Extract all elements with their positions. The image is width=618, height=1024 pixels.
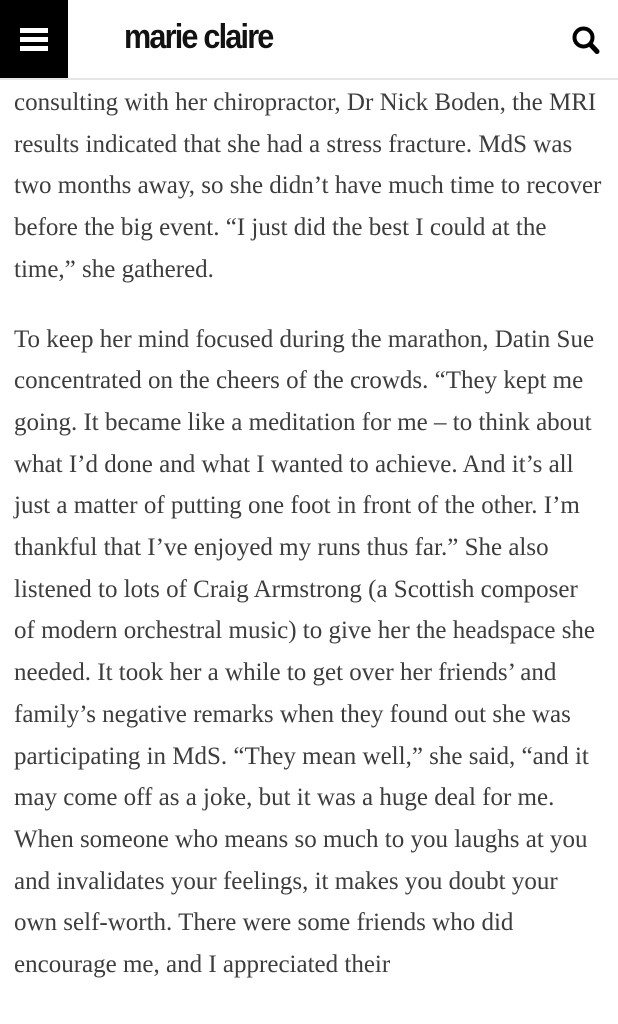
search-button[interactable] xyxy=(568,22,604,58)
hamburger-bar xyxy=(20,28,48,33)
article-body xyxy=(0,80,618,986)
search-icon xyxy=(568,22,604,58)
article-paragraph: To keep her mind focused during the marathon, Datin Sue concentrated on the cheers of the crowds. “They kept me going. It became like a meditation for me – to think about what I’d done and what I wanted to achieve. And it’s all just a matter of putting one foot in front of the other. I’m thankful that I’ve enjoyed my runs thus far.” She also listened to lots of Craig Armstrong (a Scottish composer of modern orchestral music) to give her the headspace she needed. It took her a while to get over her friends’ and family’s negative remarks when they found out she was participating in MdS. “They mean well,” she said, “and it may come off as a joke, but it was a huge deal for me. When someone who means so much to you laughs at you and invalidates your feelings, it makes you doubt your own self-worth. There were some friends who did encourage me, and I appreciated their xyxy=(14,325,596,979)
article-paragraph: consulting with her chiropractor, Dr Nick Boden, the MRI results indicated that she had a stress fracture. MdS was two months away, so she didn’t have much time to recover before the big event. “I just did the best I could at the time,” she gathered. xyxy=(14,89,602,283)
hamburger-icon xyxy=(20,28,48,51)
site-header xyxy=(0,0,618,80)
brand-logo[interactable]: marie claire xyxy=(124,17,273,56)
hamburger-bar xyxy=(20,46,48,51)
menu-button[interactable] xyxy=(0,0,68,78)
hamburger-bar xyxy=(20,37,48,42)
